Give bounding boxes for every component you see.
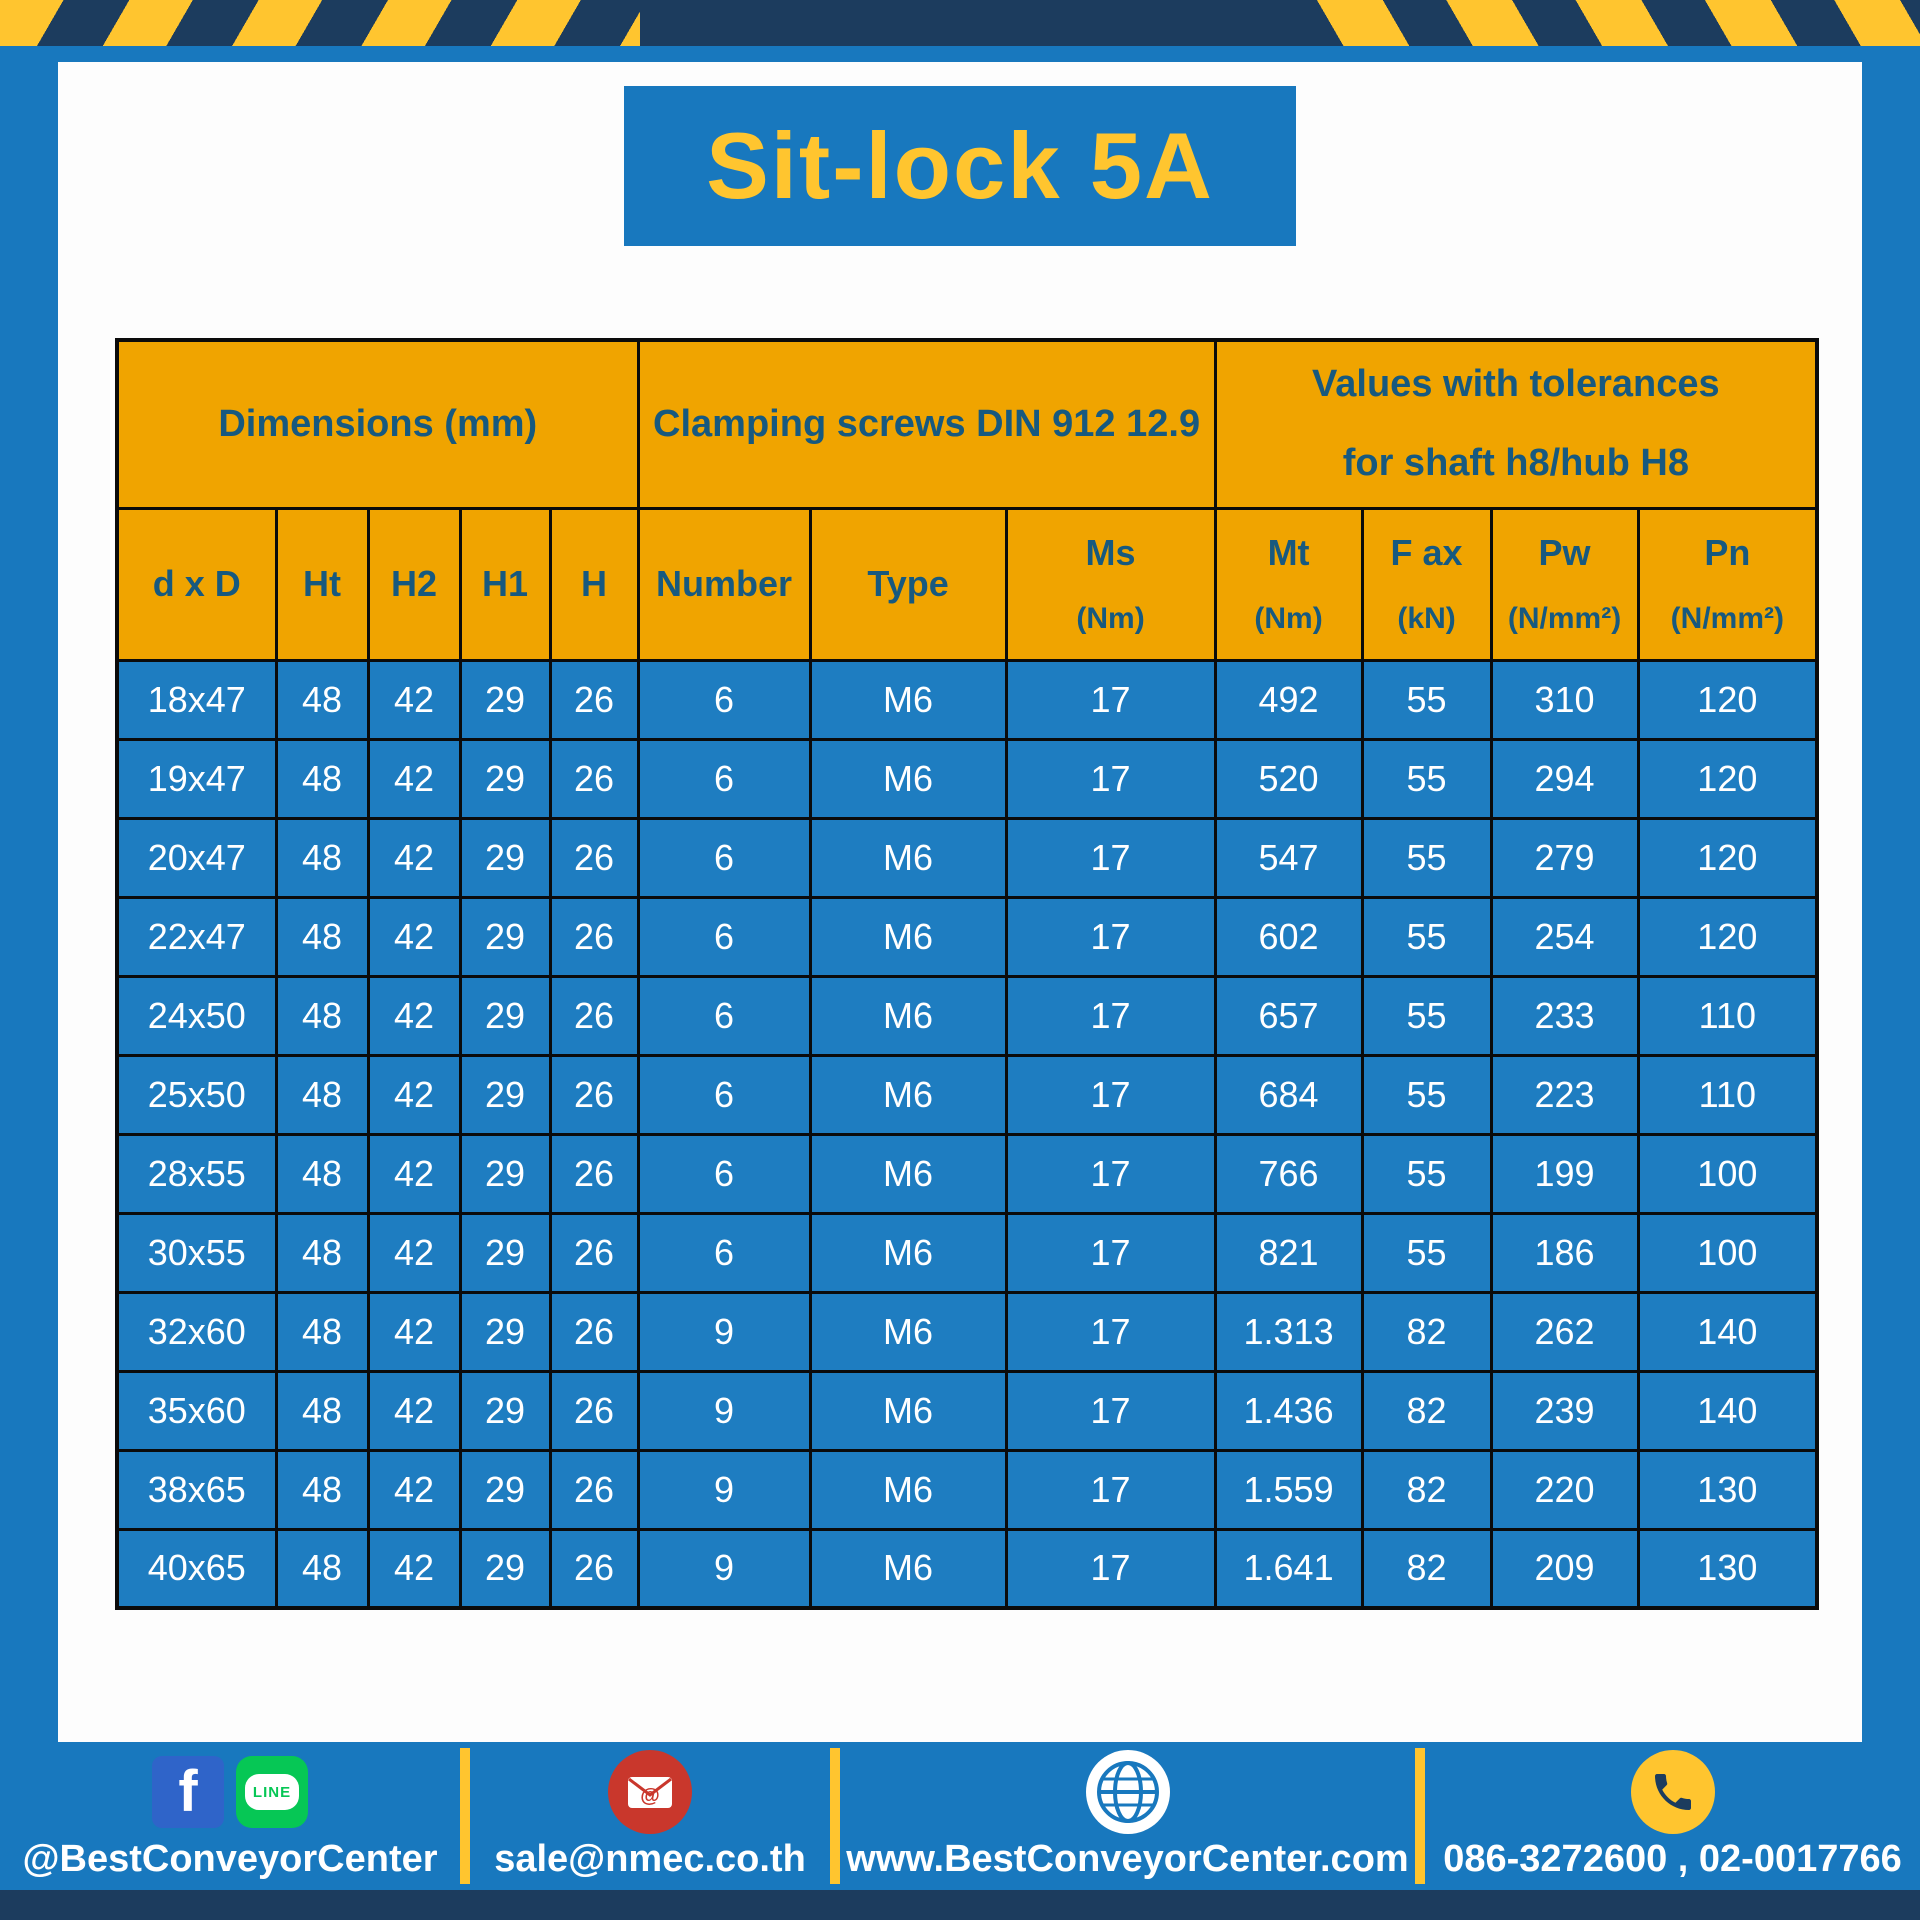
- cell-h: 26: [550, 976, 638, 1055]
- cell-h2: 42: [368, 1292, 460, 1371]
- cell-number: 9: [638, 1371, 810, 1450]
- cell-type: M6: [810, 1213, 1006, 1292]
- cell-h2: 42: [368, 1371, 460, 1450]
- cell-ht: 48: [276, 739, 368, 818]
- cell-pn: 120: [1638, 739, 1817, 818]
- cell-pw: 199: [1491, 1134, 1638, 1213]
- cell-pw: 209: [1491, 1529, 1638, 1608]
- cell-mt: 684: [1215, 1055, 1362, 1134]
- facebook-letter: f: [178, 1759, 198, 1824]
- cell-mt: 520: [1215, 739, 1362, 818]
- table-row-8: [117, 1213, 1817, 1292]
- cell-mt: 1.313: [1215, 1292, 1362, 1371]
- cell-pw: 220: [1491, 1450, 1638, 1529]
- cell-h2: 42: [368, 660, 460, 739]
- cell-h2: 42: [368, 818, 460, 897]
- group-header-row: [117, 340, 1817, 508]
- cell-h1: 29: [460, 1292, 550, 1371]
- footer-divider: [460, 1748, 470, 1884]
- cell-fax: 55: [1362, 660, 1491, 739]
- cell-h1: 29: [460, 1450, 550, 1529]
- cell-dxd: 22x47: [117, 897, 276, 976]
- cell-h2: 42: [368, 897, 460, 976]
- cell-type: M6: [810, 1450, 1006, 1529]
- table-row-7: [117, 1134, 1817, 1213]
- cell-pw: 254: [1491, 897, 1638, 976]
- cell-mt: 602: [1215, 897, 1362, 976]
- cell-fax: 55: [1362, 976, 1491, 1055]
- cell-h: 26: [550, 1213, 638, 1292]
- cell-dxd: 32x60: [117, 1292, 276, 1371]
- cell-number: 6: [638, 1134, 810, 1213]
- cell-mt: 1.436: [1215, 1371, 1362, 1450]
- cell-mt: 1.641: [1215, 1529, 1362, 1608]
- footer-social-handle: @BestConveyorCenter: [22, 1838, 438, 1880]
- cell-type: M6: [810, 1371, 1006, 1450]
- cell-pn: 130: [1638, 1529, 1817, 1608]
- table-row-3: [117, 818, 1817, 897]
- cell-ms: 17: [1006, 818, 1215, 897]
- cell-ms: 17: [1006, 1371, 1215, 1450]
- table-row-1: [117, 660, 1817, 739]
- cell-pn: 110: [1638, 976, 1817, 1055]
- cell-pw: 223: [1491, 1055, 1638, 1134]
- cell-fax: 82: [1362, 1292, 1491, 1371]
- table-row-6: [117, 1055, 1817, 1134]
- title-banner: [624, 86, 1296, 246]
- cell-fax: 82: [1362, 1371, 1491, 1450]
- cell-fax: 55: [1362, 897, 1491, 976]
- svg-text:@: @: [640, 1785, 660, 1807]
- cell-pw: 262: [1491, 1292, 1638, 1371]
- line-icon: [236, 1756, 308, 1828]
- cell-pw: 239: [1491, 1371, 1638, 1450]
- cell-type: M6: [810, 1134, 1006, 1213]
- cell-pw: 186: [1491, 1213, 1638, 1292]
- cell-h2: 42: [368, 1450, 460, 1529]
- footer-website-segment: [840, 1742, 1415, 1890]
- cell-h2: 42: [368, 1529, 460, 1608]
- cell-number: 6: [638, 1055, 810, 1134]
- cell-h: 26: [550, 1055, 638, 1134]
- cell-fax: 55: [1362, 1213, 1491, 1292]
- cell-mt: 657: [1215, 976, 1362, 1055]
- footer-divider: [1415, 1748, 1425, 1884]
- cell-pn: 100: [1638, 1213, 1817, 1292]
- footer-phone-segment: [1425, 1742, 1920, 1890]
- cell-ms: 17: [1006, 1450, 1215, 1529]
- cell-h2: 42: [368, 739, 460, 818]
- cell-number: 9: [638, 1529, 810, 1608]
- cell-type: M6: [810, 1292, 1006, 1371]
- cell-h1: 29: [460, 897, 550, 976]
- table-row-10: [117, 1371, 1817, 1450]
- globe-icon: [1086, 1750, 1170, 1834]
- cell-ht: 48: [276, 1529, 368, 1608]
- column-header-row: [117, 508, 1817, 660]
- cell-type: M6: [810, 1529, 1006, 1608]
- cell-h1: 29: [460, 1055, 550, 1134]
- cell-ms: 17: [1006, 1529, 1215, 1608]
- cell-ht: 48: [276, 1371, 368, 1450]
- cell-h1: 29: [460, 739, 550, 818]
- table-row-4: [117, 897, 1817, 976]
- cell-dxd: 30x55: [117, 1213, 276, 1292]
- hazard-stripes-left: [0, 0, 640, 46]
- cell-h: 26: [550, 897, 638, 976]
- cell-number: 6: [638, 897, 810, 976]
- phone-icon: [1631, 1750, 1715, 1834]
- footer-email-segment: [470, 1742, 830, 1890]
- cell-number: 6: [638, 739, 810, 818]
- cell-h2: 42: [368, 976, 460, 1055]
- cell-fax: 82: [1362, 1450, 1491, 1529]
- cell-dxd: 40x65: [117, 1529, 276, 1608]
- cell-pn: 120: [1638, 660, 1817, 739]
- column-header-number: Number: [638, 508, 810, 660]
- cell-dxd: 24x50: [117, 976, 276, 1055]
- group-header-dimensions: Dimensions (mm): [117, 340, 638, 508]
- column-header-h2: H2: [368, 508, 460, 660]
- cell-h: 26: [550, 660, 638, 739]
- cell-dxd: 38x65: [117, 1450, 276, 1529]
- cell-ht: 48: [276, 1450, 368, 1529]
- bottom-decoration-strip: [0, 1890, 1920, 1920]
- cell-h: 26: [550, 1292, 638, 1371]
- cell-dxd: 18x47: [117, 660, 276, 739]
- hazard-stripes-right: [1280, 0, 1920, 46]
- footer-website: www.BestConveyorCenter.com: [846, 1838, 1409, 1880]
- cell-h2: 42: [368, 1134, 460, 1213]
- cell-mt: 492: [1215, 660, 1362, 739]
- cell-h1: 29: [460, 818, 550, 897]
- cell-fax: 55: [1362, 1134, 1491, 1213]
- column-header-ms: Ms (Nm): [1006, 508, 1215, 660]
- column-header-pn: Pn (N/mm²): [1638, 508, 1817, 660]
- cell-ms: 17: [1006, 660, 1215, 739]
- cell-type: M6: [810, 739, 1006, 818]
- cell-mt: 766: [1215, 1134, 1362, 1213]
- line-label: LINE: [252, 1783, 292, 1801]
- top-decoration-band: [0, 0, 1920, 46]
- page-title: Sit-lock 5A: [706, 113, 1214, 218]
- cell-h1: 29: [460, 1529, 550, 1608]
- table-row-5: [117, 976, 1817, 1055]
- cell-number: 9: [638, 1450, 810, 1529]
- table-row-9: [117, 1292, 1817, 1371]
- table-row-12: [117, 1529, 1817, 1608]
- cell-type: M6: [810, 1055, 1006, 1134]
- cell-number: 6: [638, 1213, 810, 1292]
- cell-h2: 42: [368, 1213, 460, 1292]
- cell-h1: 29: [460, 1134, 550, 1213]
- cell-fax: 55: [1362, 818, 1491, 897]
- cell-pn: 120: [1638, 897, 1817, 976]
- cell-pn: 100: [1638, 1134, 1817, 1213]
- table-row-2: [117, 739, 1817, 818]
- cell-type: M6: [810, 660, 1006, 739]
- cell-pn: 140: [1638, 1292, 1817, 1371]
- column-header-mt: Mt (Nm): [1215, 508, 1362, 660]
- cell-ht: 48: [276, 976, 368, 1055]
- cell-mt: 821: [1215, 1213, 1362, 1292]
- cell-ht: 48: [276, 660, 368, 739]
- email-icon: [608, 1750, 692, 1834]
- group-header-tolerances: Values with tolerances for shaft h8/hub H8: [1215, 340, 1817, 508]
- cell-dxd: 28x55: [117, 1134, 276, 1213]
- cell-ht: 48: [276, 1292, 368, 1371]
- spec-table: [115, 338, 1819, 1610]
- column-header-ht: Ht: [276, 508, 368, 660]
- table-row-11: [117, 1450, 1817, 1529]
- cell-fax: 55: [1362, 1055, 1491, 1134]
- cell-dxd: 35x60: [117, 1371, 276, 1450]
- cell-ht: 48: [276, 818, 368, 897]
- cell-h: 26: [550, 818, 638, 897]
- table-body: [117, 660, 1817, 1608]
- facebook-icon: [152, 1756, 224, 1828]
- cell-ms: 17: [1006, 1292, 1215, 1371]
- cell-mt: 547: [1215, 818, 1362, 897]
- cell-pn: 140: [1638, 1371, 1817, 1450]
- cell-pn: 110: [1638, 1055, 1817, 1134]
- cell-number: 6: [638, 976, 810, 1055]
- cell-ht: 48: [276, 1055, 368, 1134]
- column-header-fax: F ax (kN): [1362, 508, 1491, 660]
- footer: [0, 1742, 1920, 1890]
- cell-ms: 17: [1006, 976, 1215, 1055]
- cell-type: M6: [810, 818, 1006, 897]
- cell-dxd: 25x50: [117, 1055, 276, 1134]
- column-header-dxd: d x D: [117, 508, 276, 660]
- footer-phone: 086-3272600 , 02-0017766: [1443, 1838, 1902, 1880]
- cell-h: 26: [550, 739, 638, 818]
- cell-number: 9: [638, 1292, 810, 1371]
- group-header-clamping-screws: Clamping screws DIN 912 12.9: [638, 340, 1215, 508]
- column-header-h: H: [550, 508, 638, 660]
- cell-h2: 42: [368, 1055, 460, 1134]
- cell-pn: 130: [1638, 1450, 1817, 1529]
- cell-pw: 233: [1491, 976, 1638, 1055]
- footer-social-segment: [0, 1742, 460, 1890]
- cell-pw: 310: [1491, 660, 1638, 739]
- cell-h: 26: [550, 1371, 638, 1450]
- cell-ms: 17: [1006, 1213, 1215, 1292]
- cell-number: 6: [638, 818, 810, 897]
- line-bubble: [245, 1774, 299, 1810]
- cell-type: M6: [810, 976, 1006, 1055]
- cell-ms: 17: [1006, 1134, 1215, 1213]
- cell-pw: 294: [1491, 739, 1638, 818]
- cell-h1: 29: [460, 1213, 550, 1292]
- cell-fax: 82: [1362, 1529, 1491, 1608]
- cell-dxd: 20x47: [117, 818, 276, 897]
- cell-h: 26: [550, 1450, 638, 1529]
- cell-fax: 55: [1362, 739, 1491, 818]
- column-header-type: Type: [810, 508, 1006, 660]
- cell-h: 26: [550, 1529, 638, 1608]
- cell-ht: 48: [276, 1213, 368, 1292]
- cell-dxd: 19x47: [117, 739, 276, 818]
- cell-pw: 279: [1491, 818, 1638, 897]
- cell-ht: 48: [276, 897, 368, 976]
- cell-ht: 48: [276, 1134, 368, 1213]
- cell-h1: 29: [460, 660, 550, 739]
- cell-pn: 120: [1638, 818, 1817, 897]
- cell-ms: 17: [1006, 1055, 1215, 1134]
- footer-social-icons: [152, 1748, 308, 1836]
- cell-ms: 17: [1006, 739, 1215, 818]
- cell-mt: 1.559: [1215, 1450, 1362, 1529]
- column-header-h1: H1: [460, 508, 550, 660]
- footer-divider: [830, 1748, 840, 1884]
- cell-h1: 29: [460, 976, 550, 1055]
- cell-h1: 29: [460, 1371, 550, 1450]
- cell-number: 6: [638, 660, 810, 739]
- footer-email: sale@nmec.co.th: [494, 1838, 806, 1880]
- cell-type: M6: [810, 897, 1006, 976]
- column-header-pw: Pw (N/mm²): [1491, 508, 1638, 660]
- cell-ms: 17: [1006, 897, 1215, 976]
- cell-h: 26: [550, 1134, 638, 1213]
